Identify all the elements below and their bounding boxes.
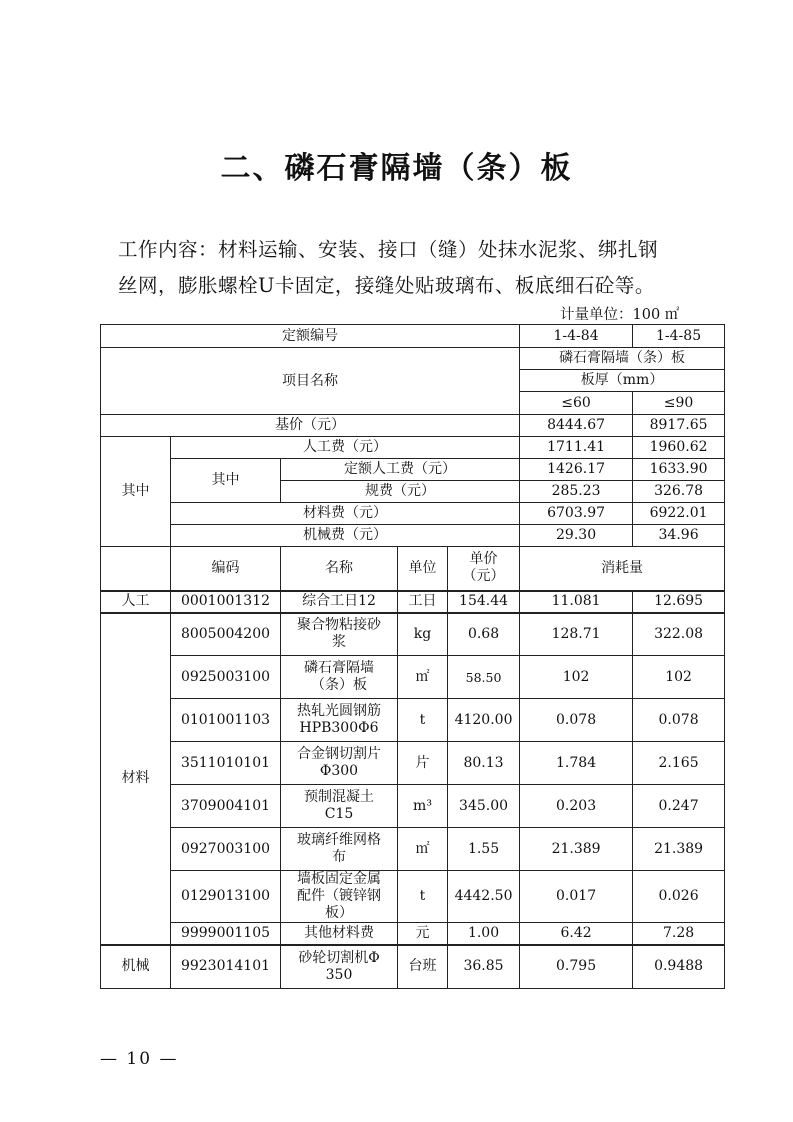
cell-name bbox=[281, 656, 398, 699]
cell-name bbox=[281, 828, 398, 871]
cell-consumption-1: 1.784 bbox=[520, 742, 633, 785]
cell-name bbox=[281, 591, 398, 613]
cell-consumption-2: 0.247 bbox=[633, 785, 725, 828]
of-which-label: 其中 bbox=[101, 437, 171, 547]
cell-code: 9999001105 bbox=[171, 923, 281, 945]
work-content bbox=[118, 232, 718, 304]
section-label: 机械 bbox=[101, 945, 171, 989]
cell-code: 3709004101 bbox=[171, 785, 281, 828]
machine-fee-2: 34.96 bbox=[633, 525, 725, 547]
cell-name-line: C15 bbox=[324, 806, 354, 822]
quota-table bbox=[100, 324, 725, 989]
cell-name-line: 磷石膏隔墙 bbox=[304, 660, 374, 676]
cell-name-line: Φ300 bbox=[319, 763, 359, 779]
machine-fee-label: 机械费（元） bbox=[171, 525, 520, 547]
cell-consumption-1: 0.017 bbox=[520, 871, 633, 923]
column-header-blank bbox=[101, 547, 171, 591]
cell-name-line: 其他材料费 bbox=[304, 924, 374, 941]
labor-fee-label: 人工费（元） bbox=[171, 437, 520, 459]
column-header-price-line-1: 单价 bbox=[469, 551, 498, 568]
base-price-label: 基价（元） bbox=[101, 415, 520, 437]
labor-section bbox=[101, 591, 725, 613]
cell-consumption-1: 0.795 bbox=[520, 945, 633, 989]
cell-price: 4120.00 bbox=[448, 699, 520, 742]
cell-consumption-1: 6.42 bbox=[520, 923, 633, 945]
cell-name-line: 配件（镀锌钢 bbox=[297, 888, 381, 904]
table-row bbox=[101, 785, 725, 828]
quota-labor-1: 1426.17 bbox=[520, 459, 633, 481]
cell-code: 8005004200 bbox=[171, 613, 281, 656]
cell-name bbox=[281, 699, 398, 742]
quota-no-2: 1-4-85 bbox=[633, 325, 725, 348]
cell-name-line: 砂轮切割机Φ bbox=[298, 949, 380, 966]
cell-price: 1.55 bbox=[448, 828, 520, 871]
cell-consumption-2: 2.165 bbox=[633, 742, 725, 785]
column-header-price-line-2: （元） bbox=[462, 568, 505, 585]
table-row bbox=[101, 923, 725, 945]
quota-no-1: 1-4-84 bbox=[520, 325, 633, 348]
table-row bbox=[101, 699, 725, 742]
column-header-price bbox=[448, 547, 520, 591]
base-price-2: 8917.65 bbox=[633, 415, 725, 437]
cell-consumption-2: 7.28 bbox=[633, 923, 725, 945]
table-row bbox=[101, 945, 725, 989]
unit-note: 计量单位：100 ㎡ bbox=[560, 307, 680, 323]
cell-name-line: 墙板固定金属 bbox=[297, 871, 381, 887]
cell-code: 0001001312 bbox=[171, 591, 281, 613]
cell-consumption-1: 21.389 bbox=[520, 828, 633, 871]
cell-consumption-1: 0.203 bbox=[520, 785, 633, 828]
cell-name-line: 合金钢切割片 bbox=[297, 746, 381, 762]
material-fee-label: 材料费（元） bbox=[171, 503, 520, 525]
cell-consumption-2: 0.026 bbox=[633, 871, 725, 923]
cell-name-line: 浆 bbox=[332, 634, 346, 651]
cell-price: 154.44 bbox=[448, 591, 520, 613]
cell-unit: kg bbox=[398, 613, 448, 656]
cell-name-line: 综合工日12 bbox=[302, 593, 376, 609]
page-number: — 10 — bbox=[100, 1049, 179, 1069]
cell-consumption-1: 11.081 bbox=[520, 591, 633, 613]
thickness-2: ≤90 bbox=[633, 392, 725, 415]
table-row bbox=[101, 742, 725, 785]
cell-consumption-2: 102 bbox=[633, 656, 725, 699]
cell-consumption-2: 0.078 bbox=[633, 699, 725, 742]
base-price-1: 8444.67 bbox=[520, 415, 633, 437]
material-section bbox=[101, 613, 725, 945]
cell-name-line: 布 bbox=[332, 849, 346, 865]
cell-unit: ㎡ bbox=[398, 656, 448, 699]
table-row bbox=[101, 656, 725, 699]
column-header-name: 名称 bbox=[281, 547, 398, 591]
cell-price: 58.50 bbox=[448, 656, 520, 699]
cell-name bbox=[281, 785, 398, 828]
cell-name bbox=[281, 742, 398, 785]
quota-labor-label: 定额人工费（元） bbox=[281, 459, 520, 481]
cell-unit: 元 bbox=[398, 923, 448, 945]
cell-unit: t bbox=[398, 871, 448, 923]
cell-code: 0129013100 bbox=[171, 871, 281, 923]
fees-label: 规费（元） bbox=[281, 481, 520, 503]
cell-consumption-2: 12.695 bbox=[633, 591, 725, 613]
material-fee-1: 6703.97 bbox=[520, 503, 633, 525]
cell-price: 0.68 bbox=[448, 613, 520, 656]
cell-name bbox=[281, 923, 398, 945]
labor-fee-1: 1711.41 bbox=[520, 437, 633, 459]
cell-name bbox=[281, 945, 398, 989]
column-header-code: 编码 bbox=[171, 547, 281, 591]
item-name-label: 项目名称 bbox=[101, 348, 520, 415]
machine-section bbox=[101, 945, 725, 989]
cell-consumption-2: 0.9488 bbox=[633, 945, 725, 989]
cell-consumption-2: 21.389 bbox=[633, 828, 725, 871]
cell-price: 36.85 bbox=[448, 945, 520, 989]
section-label: 人工 bbox=[101, 591, 171, 613]
work-content-line-1: 工作内容：材料运输、安装、接口（缝）处抹水泥浆、绑扎钢 bbox=[118, 238, 659, 261]
cell-name-line: 预制混凝土 bbox=[304, 789, 374, 805]
cell-unit: t bbox=[398, 699, 448, 742]
column-header-unit: 单位 bbox=[398, 547, 448, 591]
cell-name-line: 热轧光圆钢筋 bbox=[297, 703, 381, 719]
table-row bbox=[101, 828, 725, 871]
cell-consumption-1: 0.078 bbox=[520, 699, 633, 742]
quota-no-label: 定额编号 bbox=[101, 325, 520, 348]
cell-unit: 片 bbox=[398, 742, 448, 785]
cell-name-line: （条）板 bbox=[311, 677, 367, 693]
thickness-label: 板厚（mm） bbox=[520, 370, 725, 392]
cell-code: 0925003100 bbox=[171, 656, 281, 699]
cell-name-line: 350 bbox=[325, 966, 353, 983]
cell-name-line: 玻璃纤维网格 bbox=[297, 832, 381, 848]
cell-price: 4442.50 bbox=[448, 871, 520, 923]
quota-labor-2: 1633.90 bbox=[633, 459, 725, 481]
cell-unit: m³ bbox=[398, 785, 448, 828]
table-row bbox=[101, 871, 725, 923]
cell-name bbox=[281, 871, 398, 923]
cell-name-line: HPB300Φ6 bbox=[299, 720, 379, 736]
cell-unit: 工日 bbox=[398, 591, 448, 613]
cell-consumption-1: 102 bbox=[520, 656, 633, 699]
cell-name bbox=[281, 613, 398, 656]
section-label: 材料 bbox=[101, 613, 171, 945]
cell-consumption-1: 128.71 bbox=[520, 613, 633, 656]
table-row bbox=[101, 613, 725, 656]
page-title: 二、磷石膏隔墙（条）板 bbox=[220, 151, 573, 186]
cell-price: 80.13 bbox=[448, 742, 520, 785]
machine-fee-1: 29.30 bbox=[520, 525, 633, 547]
cell-code: 0101001103 bbox=[171, 699, 281, 742]
cell-name-line: 聚合物粘接砂 bbox=[297, 617, 381, 634]
table-row bbox=[101, 591, 725, 613]
cell-code: 9923014101 bbox=[171, 945, 281, 989]
cell-consumption-2: 322.08 bbox=[633, 613, 725, 656]
fees-2: 326.78 bbox=[633, 481, 725, 503]
work-content-line-2: 丝网，膨胀螺栓U卡固定，接缝处贴玻璃布、板底细石砼等。 bbox=[118, 274, 655, 297]
cell-unit: 台班 bbox=[398, 945, 448, 989]
cell-unit: ㎡ bbox=[398, 828, 448, 871]
item-name: 磷石膏隔墙（条）板 bbox=[520, 348, 725, 370]
cell-name-line: 板） bbox=[325, 905, 353, 921]
cell-code: 3511010101 bbox=[171, 742, 281, 785]
material-fee-2: 6922.01 bbox=[633, 503, 725, 525]
column-header-consumption: 消耗量 bbox=[520, 547, 725, 591]
labor-fee-2: 1960.62 bbox=[633, 437, 725, 459]
cell-code: 0927003100 bbox=[171, 828, 281, 871]
cell-price: 1.00 bbox=[448, 923, 520, 945]
cell-price: 345.00 bbox=[448, 785, 520, 828]
of-which-sub-label: 其中 bbox=[171, 459, 281, 503]
thickness-1: ≤60 bbox=[520, 392, 633, 415]
fees-1: 285.23 bbox=[520, 481, 633, 503]
